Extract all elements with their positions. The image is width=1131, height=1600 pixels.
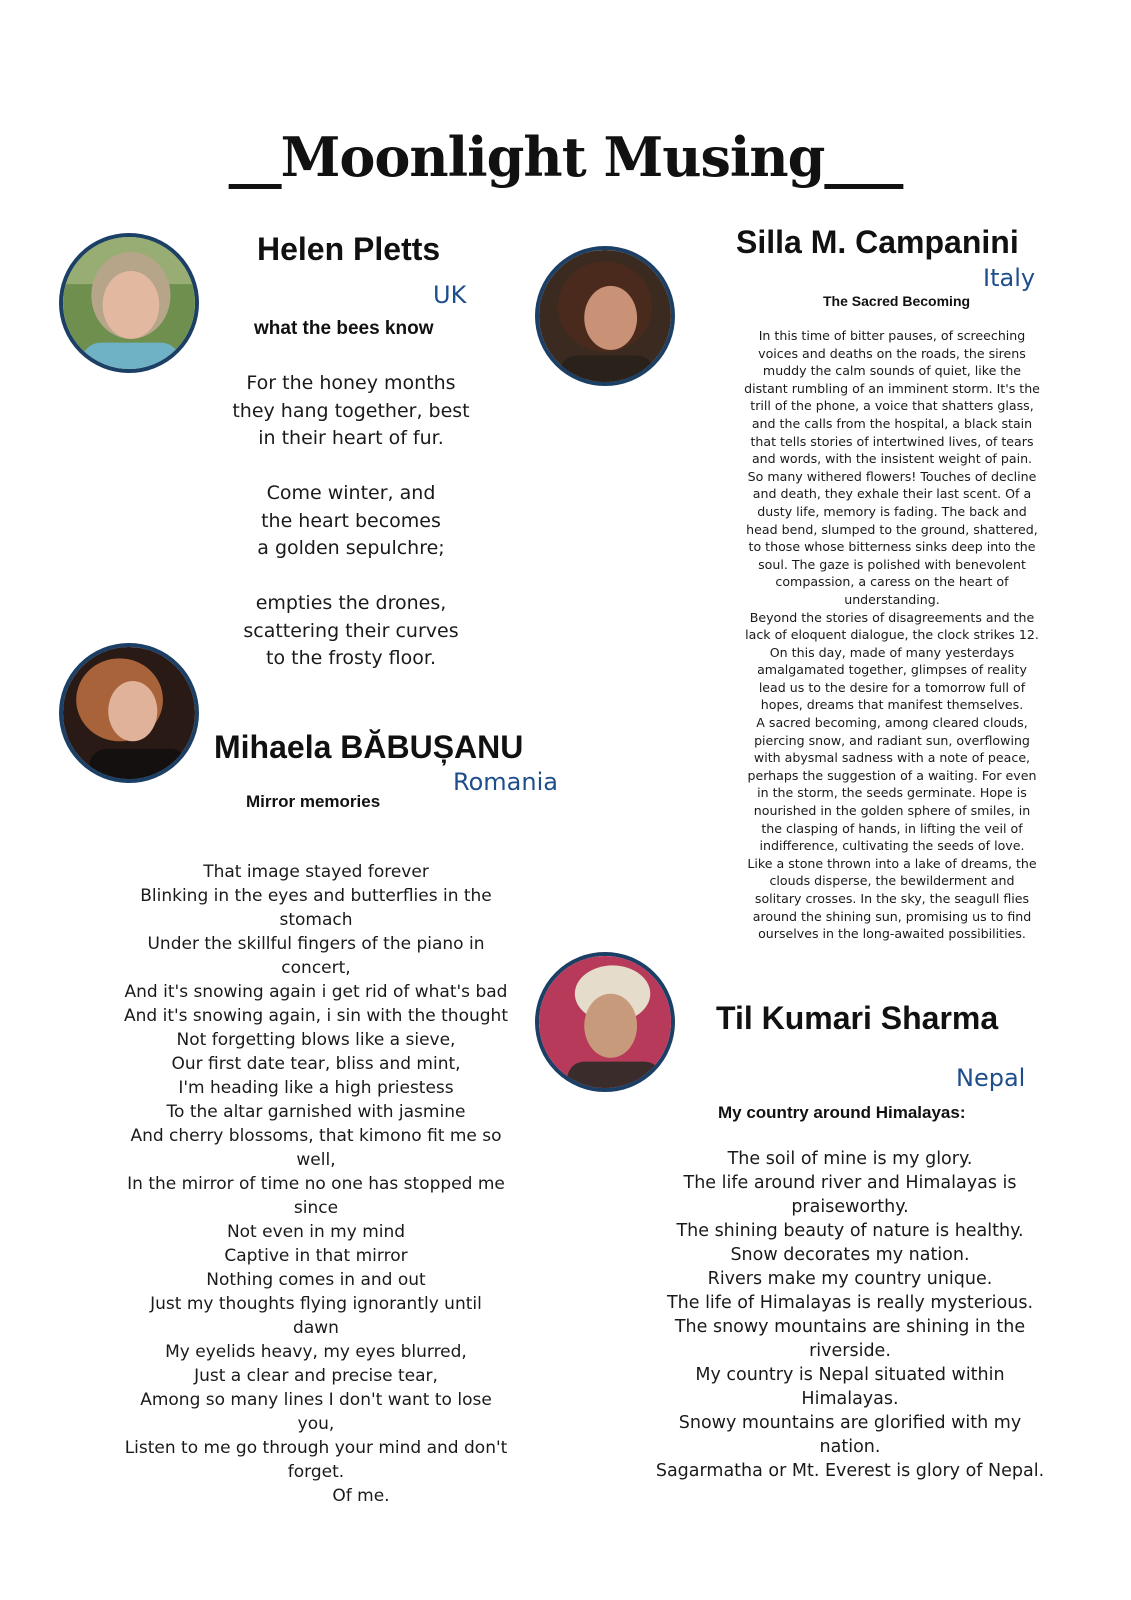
poem-line: In this time of bitter pauses, of screeching	[758, 328, 1026, 343]
poem-line: Under the skillful fingers of the piano in	[147, 934, 485, 954]
helen-avatar	[59, 233, 199, 373]
poem-line: hopes, dreams that manifest themselves.	[760, 697, 1024, 713]
poem-line: scattering their curves	[243, 619, 459, 642]
mihaela-name: Mihaela BĂBUȘANU	[214, 729, 524, 765]
poem-line: And cherry blossoms, that kimono fit me so	[130, 1126, 502, 1146]
poem-line: The life of Himalayas is really mysterious.	[666, 1293, 1034, 1313]
poem-line: to those whose bitterness sinks deep into the	[748, 539, 1036, 555]
helen-poem-title: what the bees know	[254, 318, 434, 339]
poem-line: solitary crosses. In the sky, the seagull flies	[754, 891, 1030, 906]
mihaela-poem-title: Mirror memories	[246, 792, 381, 811]
til-poem-title: My country around Himalayas:	[718, 1103, 966, 1122]
poem-line: The life around river and Himalayas is	[683, 1173, 1017, 1193]
poem-line: praiseworthy.	[791, 1197, 909, 1217]
poem-line: and words, with the insistent weight of pain.	[751, 451, 1033, 467]
poem-line: the clasping of hands, in lifting the veil of	[761, 820, 1023, 836]
poem-line: trill of the phone, a voice that shatters glass,	[750, 398, 1034, 414]
poem-line: compassion, a caress on the heart of	[775, 574, 1009, 590]
silla-country: Italy	[983, 264, 1036, 292]
poem-line: Come winter, and	[266, 482, 436, 504]
poem-line: voices and deaths on the roads, the sirens	[758, 345, 1026, 361]
poem-line: well,	[296, 1150, 336, 1170]
poem-line: and death, they exhale their last scent. Of a	[752, 486, 1032, 502]
silla-name: Silla M. Campanini	[736, 224, 1019, 260]
portrait-photo-icon	[63, 647, 195, 779]
til-name: Til Kumari Sharma	[716, 1000, 999, 1036]
silla-poem	[736, 327, 1048, 943]
poem-line: The shining beauty of nature is healthy.	[676, 1221, 1024, 1241]
poem-line: indifference, cultivating the seeds of love.	[759, 838, 1025, 854]
poem-line: amalgamated together, glimpses of reality	[757, 662, 1027, 678]
poem-line: head bend, slumped to the ground, shattered,	[746, 521, 1038, 537]
poem-line: Just my thoughts flying ignorantly until	[150, 1294, 482, 1314]
portrait-photo-icon	[539, 250, 671, 382]
poem-line: riverside.	[809, 1341, 891, 1361]
poem-line: in the storm, the seeds germinate. Hope is	[757, 785, 1027, 801]
poem-line: And it's snowing again, i sin with the thought	[124, 1006, 508, 1026]
poem-line: Nothing comes in and out	[206, 1270, 426, 1290]
poem-line: In the mirror of time no one has stopped me	[127, 1174, 505, 1194]
poem-line: The soil of mine is my glory.	[727, 1149, 973, 1169]
poem-line: the heart becomes	[261, 509, 441, 532]
poem-line: Captive in that mirror	[224, 1246, 408, 1266]
portrait-photo-icon	[63, 237, 195, 369]
poem-line: distant rumbling of an imminent storm. It's the	[744, 380, 1040, 396]
poem-line: Snowy mountains are glorified with my	[678, 1413, 1022, 1433]
silla-poem-title: The Sacred Becoming	[823, 293, 971, 309]
poem-line: perhaps the suggestion of a waiting. For even	[747, 767, 1037, 783]
poem-line: Rivers make my country unique.	[707, 1269, 993, 1289]
poem-line: lead us to the desire for a tomorrow full of	[758, 679, 1026, 695]
stanza-break	[201, 563, 501, 591]
poem-line: you,	[297, 1414, 335, 1434]
poem-line: Himalayas.	[801, 1389, 899, 1409]
poem-line: ourselves in the long-awaited possibilities.	[758, 926, 1026, 942]
poem-line: Not even in my mind	[226, 1222, 406, 1242]
poem-line: Of me.	[332, 1486, 390, 1506]
poem-line: since	[293, 1198, 339, 1218]
poem-line: and the calls from the hospital, a black stain	[751, 415, 1033, 431]
til-poem	[650, 1147, 1050, 1483]
poem-line: I'm heading like a high priestess	[178, 1078, 454, 1098]
poem-line: Sagarmatha or Mt. Everest is glory of Nepal.	[655, 1461, 1045, 1481]
poem-line: Among so many lines I don't want to lose	[140, 1390, 492, 1410]
poem-line: empties the drones,	[255, 592, 447, 614]
poem-line: To the altar garnished with jasmine	[166, 1102, 466, 1122]
poem-line: clouds disperse, the bewilderment and	[769, 873, 1015, 889]
poem-line: On this day, made of many yesterdays	[769, 644, 1015, 660]
til-country: Nepal	[956, 1064, 1026, 1092]
poem-line: around the shining sun, promising us to find	[752, 908, 1032, 924]
poem-line: That image stayed forever	[203, 862, 429, 882]
poem-line: The snowy mountains are shining in the	[674, 1317, 1026, 1337]
poem-line: understanding.	[844, 591, 940, 607]
poem-line: nourished in the golden sphere of smiles, in	[753, 803, 1031, 819]
mihaela-avatar	[59, 643, 199, 783]
poem-line: Listen to me go through your mind and don't	[124, 1438, 508, 1458]
portrait-photo-icon	[539, 956, 671, 1088]
poem-line: a golden sepulchre;	[257, 537, 445, 559]
poem-line: Blinking in the eyes and butterflies in the	[140, 886, 492, 906]
poem-line: For the honey months	[246, 372, 456, 394]
helen-name: Helen Pletts	[257, 231, 441, 267]
poem-line: stomach	[279, 910, 353, 930]
poem-line: My country is Nepal situated within	[695, 1365, 1005, 1385]
poem-line: A sacred becoming, among cleared clouds,	[756, 715, 1028, 731]
poem-line: My eyelids heavy, my eyes blurred,	[165, 1342, 467, 1362]
poem-line: concert,	[281, 958, 351, 978]
poem-line: muddy the calm sounds of quiet, like the	[762, 363, 1022, 379]
poem-line: Not forgetting blows like a sieve,	[176, 1030, 456, 1050]
helen-poem	[201, 370, 501, 673]
poem-line: And it's snowing again i get rid of what's bad	[124, 982, 508, 1002]
poem-line: lack of eloquent dialogue, the clock strikes 12.	[745, 627, 1039, 643]
mihaela-country: Romania	[453, 768, 558, 796]
poem-line: nation.	[819, 1437, 881, 1457]
poem-line: dusty life, memory is fading. The back and	[757, 503, 1027, 519]
poem-line: forget.	[287, 1462, 345, 1482]
poem-line: to the frosty floor.	[266, 647, 436, 669]
poem-line: in their heart of fur.	[258, 427, 444, 449]
poem-line: soul. The gaze is polished with benevolent	[758, 556, 1026, 572]
poem-line: Our first date tear, bliss and mint,	[171, 1054, 461, 1074]
stanza-break	[201, 453, 501, 481]
mihaela-poem	[116, 860, 516, 1508]
poem-line: with abysmal sadness with a note of peace,	[753, 750, 1031, 766]
page-title: __Moonlight Musing___	[228, 125, 903, 189]
silla-avatar	[535, 246, 675, 386]
til-avatar	[535, 952, 675, 1092]
poem-line: Like a stone thrown into a lake of dreams, the	[747, 855, 1037, 871]
poem-line: So many withered flowers! Touches of decline	[747, 468, 1037, 484]
poem-line: piercing snow, and radiant sun, overflowing	[754, 732, 1030, 748]
poem-line: they hang together, best	[232, 399, 470, 422]
helen-country: UK	[433, 281, 467, 309]
poem-line: Just a clear and precise tear,	[194, 1366, 438, 1386]
poem-line: Beyond the stories of disagreements and the	[749, 609, 1035, 625]
poem-line: that tells stories of intertwined lives, of tears	[750, 433, 1034, 449]
poem-line: dawn	[293, 1318, 339, 1338]
poem-line: Snow decorates my nation.	[730, 1245, 970, 1265]
